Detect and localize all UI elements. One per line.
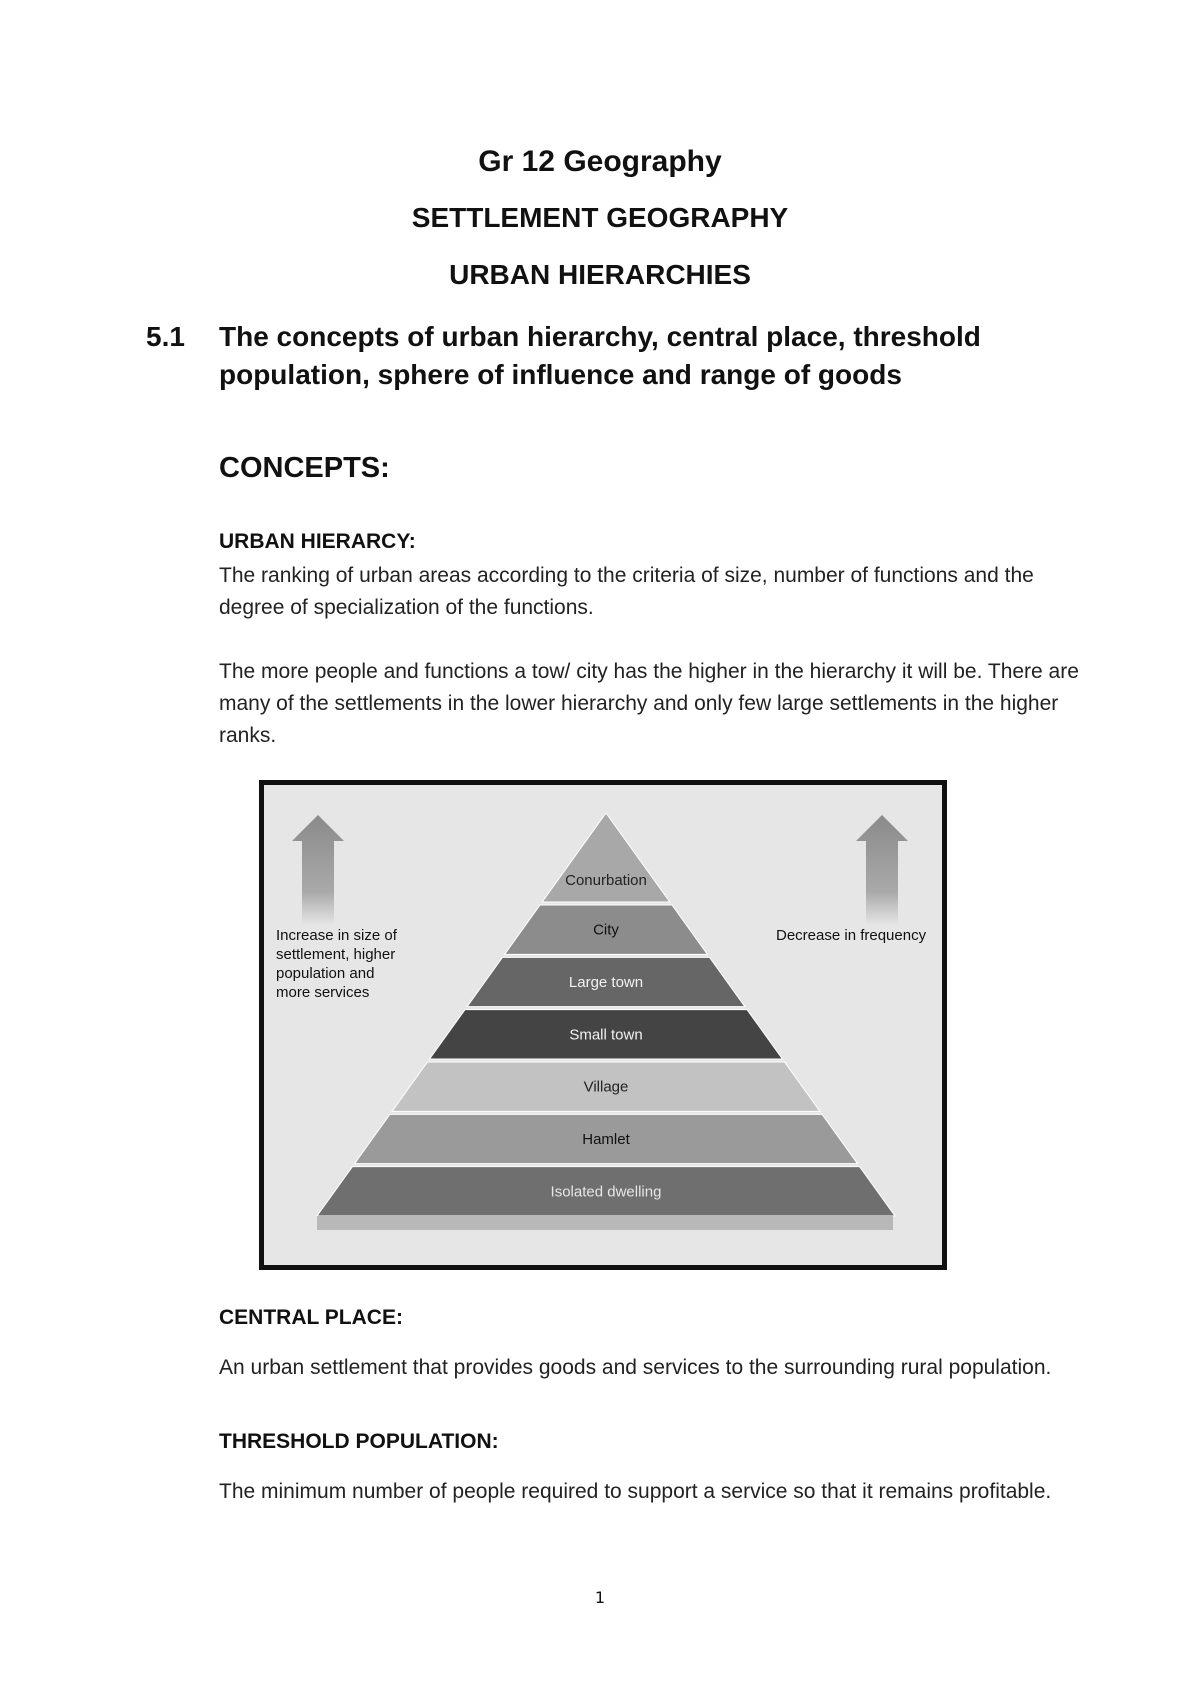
up-arrow-right-icon	[856, 815, 908, 925]
urban-hierarchy-pyramid-figure	[259, 780, 947, 1270]
left-label-line-2: settlement, higher	[276, 946, 396, 963]
pyramid-label-village: Village	[583, 1078, 629, 1096]
pyramid-label-isolated-dwelling: Isolated dwelling	[550, 1183, 662, 1201]
pyramid-label-city: City	[593, 921, 619, 939]
pyramid-label-large-town: Large town	[568, 974, 644, 991]
right-label: Decrease in frequency	[776, 927, 927, 944]
topic-title: SETTLEMENT GEOGRAPHY	[411, 202, 789, 233]
pyramid-label-small-town: Small town	[569, 1026, 643, 1044]
left-label-line-3: population and	[276, 965, 375, 982]
pyramid-levels	[317, 813, 895, 1216]
urban-hierarchy-explanation: The more people and functions a tow/ city has the higher in the hierarchy it will be. There are many of the settlements in the lower hierarchy and only few large settlements in the higher ranks.	[219, 660, 1079, 747]
course-title: Gr 12 Geography	[478, 145, 722, 178]
page-number: 1	[594, 1588, 606, 1607]
threshold-population-heading: THRESHOLD POPULATION:	[219, 1430, 499, 1453]
pyramid-label-conurbation: Conurbation	[565, 872, 647, 889]
section-title: The concepts of urban hierarchy, central place, threshold population, sphere of influence and range of goods	[219, 321, 981, 390]
up-arrow-left-icon	[292, 815, 344, 925]
subtopic-title: URBAN HIERARCHIES	[449, 259, 751, 290]
central-place-definition: An urban settlement that provides goods and services to the surrounding rural population.	[219, 1356, 1052, 1379]
pyramid-diagram	[264, 785, 942, 1265]
pyramid-label-hamlet: Hamlet	[582, 1131, 630, 1148]
concepts-heading: CONCEPTS:	[219, 452, 390, 484]
section-number: 5.1	[146, 321, 185, 352]
threshold-population-definition: The minimum number of people required to support a service so that it remains profitable.	[219, 1480, 1052, 1503]
left-label-line-1: Increase in size of	[276, 927, 397, 944]
urban-hierarchy-heading: URBAN HIERARCY:	[219, 530, 416, 553]
left-label-line-4: more services	[276, 984, 370, 1001]
pyramid-base	[317, 1216, 893, 1230]
central-place-heading: CENTRAL PLACE:	[219, 1306, 403, 1329]
urban-hierarchy-definition: The ranking of urban areas according to the criteria of size, number of functions and the degree of specialization of the functions.	[219, 564, 1034, 619]
